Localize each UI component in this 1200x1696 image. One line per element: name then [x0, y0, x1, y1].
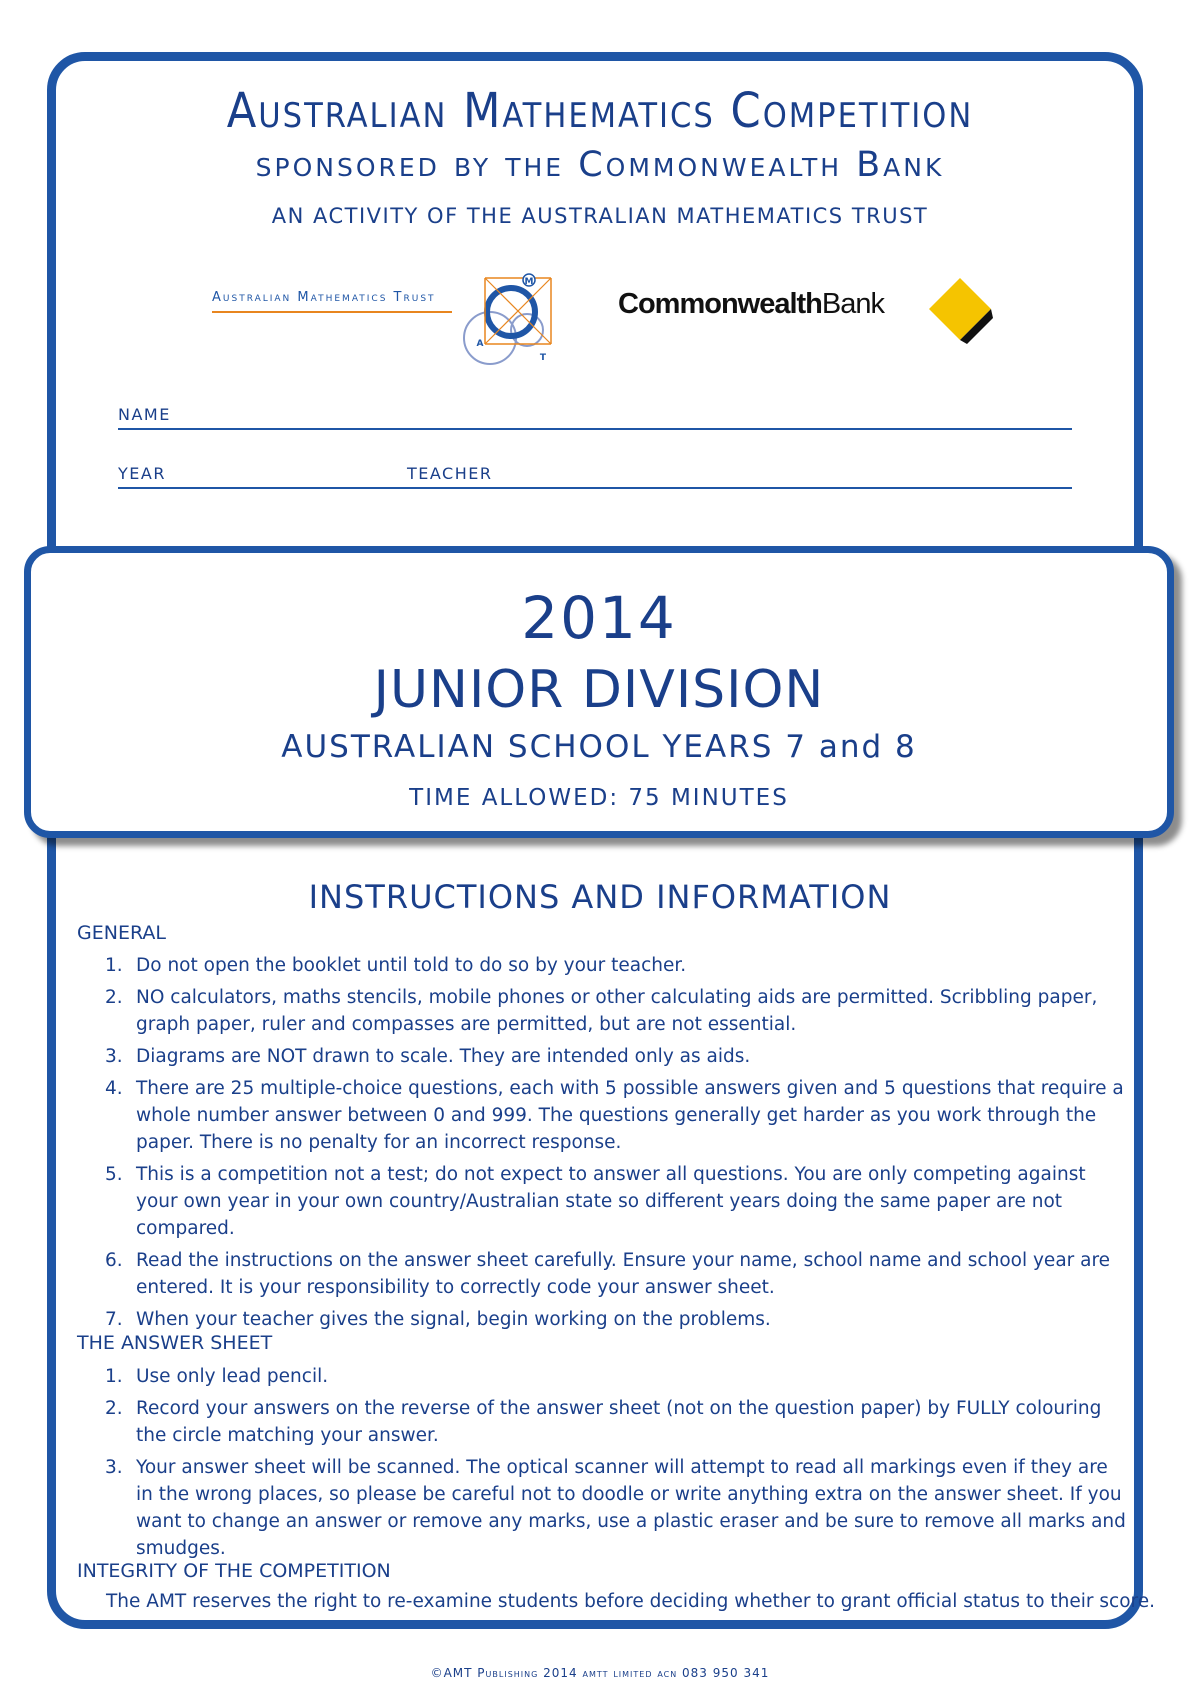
list-text: Diagrams are NOT drawn to scale. They are intended only as aids.	[136, 1046, 751, 1067]
integrity-heading: INTEGRITY OF THE COMPETITION	[77, 1560, 391, 1582]
list-item	[100, 1043, 1130, 1070]
cba-name-regular: Bank	[821, 288, 885, 320]
list-item	[100, 1395, 1130, 1449]
list-item	[100, 1075, 1130, 1156]
cba-wordmark	[618, 288, 884, 321]
list-number: 7.	[105, 1309, 123, 1330]
amt-name: Australian Mathematics Trust	[212, 290, 436, 305]
year-label: YEAR	[118, 464, 166, 483]
list-item	[100, 1247, 1130, 1301]
division-band	[24, 546, 1174, 838]
list-number: 2.	[105, 1398, 123, 1419]
list-number: 3.	[105, 1046, 123, 1067]
cba-diamond-icon	[927, 276, 993, 346]
list-number: 4.	[105, 1078, 123, 1099]
teacher-label: TEACHER	[407, 464, 493, 483]
header	[0, 82, 1200, 228]
amt-logo-t: T	[539, 353, 547, 363]
answer-sheet-heading: THE ANSWER SHEET	[77, 1332, 273, 1354]
list-item	[100, 1454, 1130, 1562]
list-text: When your teacher gives the signal, begin working on the problems.	[136, 1309, 771, 1330]
list-item	[100, 984, 1130, 1038]
amt-logo-a: A	[476, 339, 484, 349]
name-label: NAME	[118, 405, 171, 424]
answer-sheet-list	[100, 1363, 1130, 1567]
general-heading: GENERAL	[77, 922, 166, 944]
activity-line: AN ACTIVITY OF THE AUSTRALIAN MATHEMATICS TRUST	[271, 204, 929, 228]
amt-underline	[212, 311, 452, 313]
list-number: 3.	[105, 1457, 123, 1478]
list-number: 2.	[105, 987, 123, 1008]
list-text: Do not open the booklet until told to do so by your teacher.	[136, 955, 687, 976]
list-text: This is a competition not a test; do not expect to answer all questions. You are only competing against your own year in your own country/Australian state so different years doing the same paper are not compared.	[136, 1164, 1086, 1239]
list-text: Read the instructions on the answer sheet carefully. Ensure your name, school name and school year are entered. It is your responsibility to correctly code your answer sheet.	[136, 1250, 1111, 1298]
list-text: Your answer sheet will be scanned. The optical scanner will attempt to read all markings even if they are in the wrong places, so please be careful not to doodle or write anything extra on the answer sheet. If you want to change an answer or remove any marks, use a plastic eraser and be sure to remove all marks and smudges.	[136, 1457, 1126, 1559]
list-item	[100, 1161, 1130, 1242]
cba-name-bold: Commonwealth	[618, 288, 822, 320]
division-title: JUNIOR DIVISION	[373, 660, 825, 720]
list-number: 1.	[105, 955, 123, 976]
general-list	[100, 952, 1130, 1338]
name-line[interactable]	[118, 428, 1072, 430]
list-number: 1.	[105, 1366, 123, 1387]
school-years: AUSTRALIAN SCHOOL YEARS 7 and 8	[281, 729, 917, 765]
logos	[0, 268, 1200, 388]
sponsor-line: sponsored by the Commonwealth Bank	[255, 145, 945, 185]
competition-title: Australian Mathematics Competition	[226, 83, 974, 139]
instructions-title: INSTRUCTIONS AND INFORMATION	[308, 878, 892, 916]
list-text: Use only lead pencil.	[136, 1366, 329, 1387]
list-text: NO calculators, maths stencils, mobile phones or other calculating aids are permitted. Scribbling paper, graph paper, ruler and compasses are permitted, but are not essential.	[136, 987, 1098, 1035]
list-item	[100, 1363, 1130, 1390]
list-item	[100, 1306, 1130, 1333]
list-number: 6.	[105, 1250, 123, 1271]
amt-logo-m: M	[524, 277, 534, 287]
copyright-footer: ©AMT Publishing 2014 amtt limited acn 083 950 341	[430, 1666, 770, 1680]
integrity-text: The AMT reserves the right to re-examine students before deciding whether to grant official status to their score.	[106, 1591, 1155, 1612]
time-allowed: TIME ALLOWED: 75 MINUTES	[409, 785, 789, 811]
list-item	[100, 952, 1130, 979]
list-text: Record your answers on the reverse of the answer sheet (not on the question paper) by FULLY colouring the circle matching your answer.	[136, 1398, 1102, 1446]
list-number: 5.	[105, 1164, 123, 1185]
amt-logo-icon	[455, 270, 565, 380]
year-teacher-line[interactable]	[118, 487, 1072, 489]
list-text: There are 25 multiple-choice questions, each with 5 possible answers given and 5 questions that require a whole number answer between 0 and 999. The questions generally get harder as you work through the paper. There is no penalty for an incorrect response.	[136, 1078, 1124, 1153]
exam-year: 2014	[521, 584, 677, 652]
